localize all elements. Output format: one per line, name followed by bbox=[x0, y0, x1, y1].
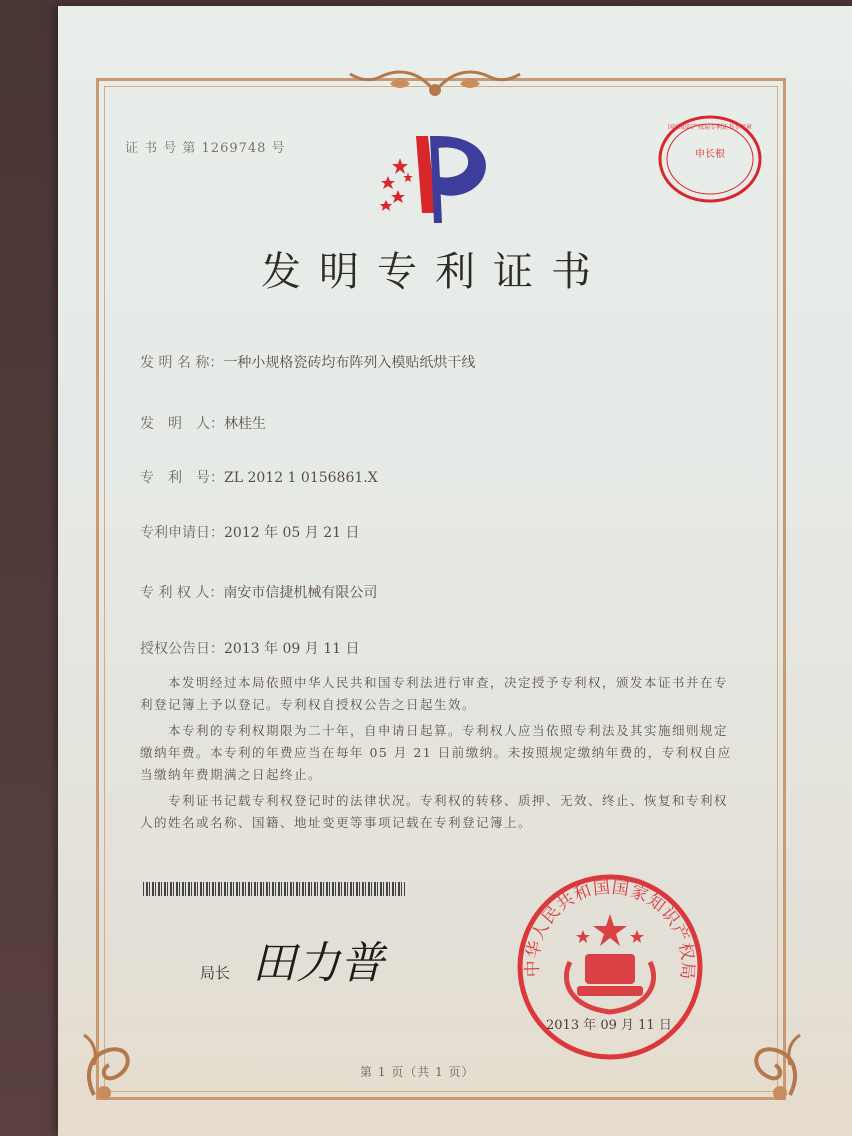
field-inventor bbox=[140, 413, 266, 433]
field-value: 一种小规格瓷砖均布阵列入模贴纸烘干线 bbox=[223, 355, 476, 371]
paragraph-legal-status: 专利证书记载专利权登记时的法律状况。专利权的转移、质押、无效、终止、恢复和专利权人的姓名或名称、国籍、地址变更等事项记载在专利登记簿上。 bbox=[140, 793, 729, 830]
seal-date: 2013 年 09 月 11 日 bbox=[546, 1018, 672, 1033]
field-label: 授权公告日： bbox=[140, 641, 224, 657]
field-value: 2013 年 09 月 11 日 bbox=[224, 641, 360, 657]
director-signature bbox=[248, 926, 428, 996]
field-label: 发 明 名 称： bbox=[140, 355, 224, 371]
field-label: 专 利 权 人： bbox=[140, 585, 224, 601]
field-value: ZL 2012 1 0156861.X bbox=[224, 470, 378, 486]
field-application-date bbox=[140, 522, 360, 542]
page-number: 第 1 页（共 1 页） bbox=[360, 1065, 475, 1079]
director-label: 局长 bbox=[200, 964, 231, 982]
field-value: 林桂生 bbox=[224, 416, 266, 432]
small-red-stamp bbox=[655, 113, 765, 205]
national-ip-office-seal bbox=[515, 872, 705, 1062]
field-label: 专 利 号： bbox=[140, 470, 224, 486]
bottom-left-ornament-icon bbox=[74, 1015, 154, 1105]
patent-office-logo-icon bbox=[378, 128, 503, 233]
field-value: 南安市信捷机械有限公司 bbox=[223, 585, 378, 601]
seal-ring-text: 中华人民共和国国家知识产权局 bbox=[522, 877, 698, 981]
barcode bbox=[143, 882, 405, 896]
field-invention-name bbox=[140, 352, 475, 372]
field-value: 2012 年 05 月 21 日 bbox=[224, 525, 360, 541]
certificate-title: 发明专利证书 bbox=[261, 249, 609, 295]
field-patentee bbox=[140, 582, 377, 602]
signature-text: 田力普 bbox=[252, 938, 384, 989]
field-label: 专利申请日： bbox=[140, 525, 224, 541]
paragraph-term: 本专利的专利权期限为二十年，自申请日起算。专利权人应当依照专利法及其实施细则规定缴纳年费。本专利的年费应当在每年 05 月 21 日前缴纳。未按照规定缴纳年费的，专利权自应当缴纳年费期满之日起终止。 bbox=[140, 723, 732, 782]
paragraph-examination: 本发明经过本局依照中华人民共和国专利法进行审查，决定授予专利权，颁发本证书并在专利登记簿上予以登记。专利权自授权公告之日起生效。 bbox=[140, 675, 729, 712]
field-grant-date bbox=[140, 638, 360, 658]
certificate-number: 证 书 号 第 1269748 号 bbox=[125, 141, 286, 156]
field-label: 发 明 人： bbox=[140, 416, 224, 432]
small-stamp-ring-text: 国家知识产权局专利证书专用章 bbox=[667, 124, 753, 131]
field-patent-number bbox=[140, 467, 378, 487]
bottom-right-ornament-icon bbox=[730, 1015, 810, 1105]
small-stamp-center-text: 申长根 bbox=[695, 149, 725, 160]
top-ornament-icon bbox=[330, 62, 540, 102]
